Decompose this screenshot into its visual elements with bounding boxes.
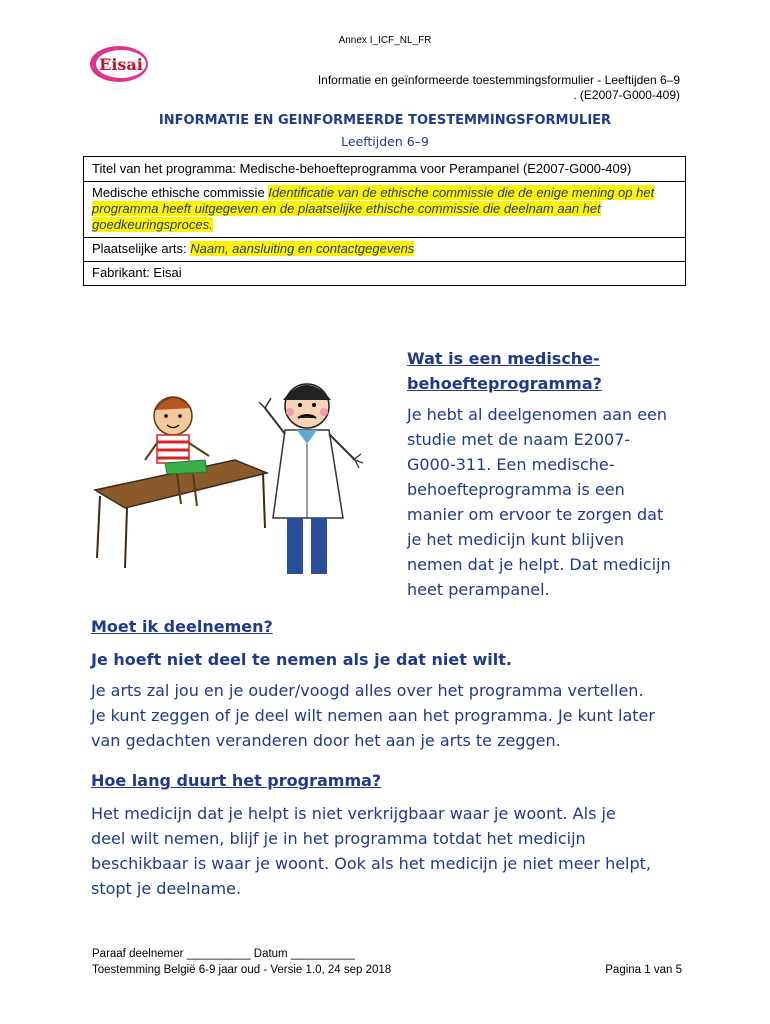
section-duration-line: Het medicijn dat je helpt is niet verkrijgbaar waar je woont. Als je	[91, 804, 616, 823]
section-participate	[91, 614, 691, 753]
footer-version: Toestemming België 6-9 jaar oud - Versie 1.0, 24 sep 2018	[92, 964, 392, 976]
program-title: Titel van het programma: Medische-behoefteprogramma voor Perampanel (E2007-G000-409)	[92, 161, 632, 176]
section-medical-need-line: manier om ervoor te zorgen dat	[407, 505, 664, 524]
section-medical-need-line: studie met de naam E2007-	[407, 430, 631, 449]
section-duration-line: beschikbaar is waar je woont. Ook als het medicijn je niet meer helpt,	[91, 854, 652, 873]
header-line-1: Informatie en geïnformeerde toestemmingsformulier - Leeftijden 6–9	[317, 73, 680, 87]
document-title: INFORMATIE EN GEINFORMEERDE TOESTEMMINGSFORMULIER	[158, 113, 612, 128]
section-medical-need-line: heet perampanel.	[407, 580, 550, 599]
footer-initials: Paraaf deelnemer __________ Datum __________	[92, 948, 355, 960]
section-duration	[91, 768, 691, 901]
local-doctor	[92, 241, 678, 257]
eisai-logo	[88, 44, 150, 84]
annex-label: Annex I_ICF_NL_FR	[338, 35, 432, 46]
section-medical-need-line: Je hebt al deelgenomen aan een	[407, 405, 668, 424]
header-line-2: . (E2007-G000-409)	[573, 88, 680, 102]
local-doctor-label: Plaatselijke arts:	[92, 241, 191, 256]
section-duration-heading: Hoe lang duurt het programma?	[91, 771, 382, 790]
section-participate-heading: Moet ik deelnemen?	[91, 617, 273, 636]
manufacturer: Fabrikant: Eisai	[92, 265, 182, 280]
child-doctor-illustration	[85, 368, 375, 588]
section-duration-line: stopt je deelname.	[91, 879, 242, 898]
section-medical-need-line: behoefteprogramma is een	[407, 480, 625, 499]
local-doctor-value: Naam, aansluiting en contactgegevens	[190, 241, 415, 256]
section-medical-need-line: G000-311. Een medische-	[407, 455, 615, 474]
section-participate-line: Je kunt zeggen of je deel wilt nemen aan het programma. Je kunt later	[91, 706, 655, 725]
section-duration-line: deel wilt nemen, blijf je in het programma totdat het medicijn	[91, 829, 586, 848]
section-participate-line: Je arts zal jou en je ouder/voogd alles over het programma vertellen.	[91, 681, 644, 700]
section-medical-need	[407, 346, 707, 602]
program-info-box	[83, 156, 686, 286]
ethics-committee	[92, 185, 678, 233]
section-participate-bold-line: Je hoeft niet deel te nemen als je dat niet wilt.	[91, 650, 512, 669]
section-medical-need-heading-1: Wat is een medische-	[407, 349, 600, 368]
ethics-committee-label: Medische ethische commissie	[92, 185, 269, 200]
page-number: Pagina 1 van 5	[605, 964, 682, 976]
svg-text:Eisai: Eisai	[99, 55, 143, 74]
section-medical-need-line: je het medicijn kunt blijven	[407, 530, 625, 549]
ethics-committee-value: Identificatie van de ethische commissie die de enige mening op het programma heeft uitgegeven en de plaatselijke ethische commissie die deelnam aan het goedkeuringsproces.	[92, 185, 655, 232]
section-medical-need-heading-2: behoefteprogramma?	[407, 374, 602, 393]
section-medical-need-line: nemen dat je helpt. Dat medicijn	[407, 555, 671, 574]
section-participate-line: van gedachten veranderen door het aan je arts te zeggen.	[91, 731, 561, 750]
document-subtitle: Leeftijden 6–9	[341, 134, 429, 149]
